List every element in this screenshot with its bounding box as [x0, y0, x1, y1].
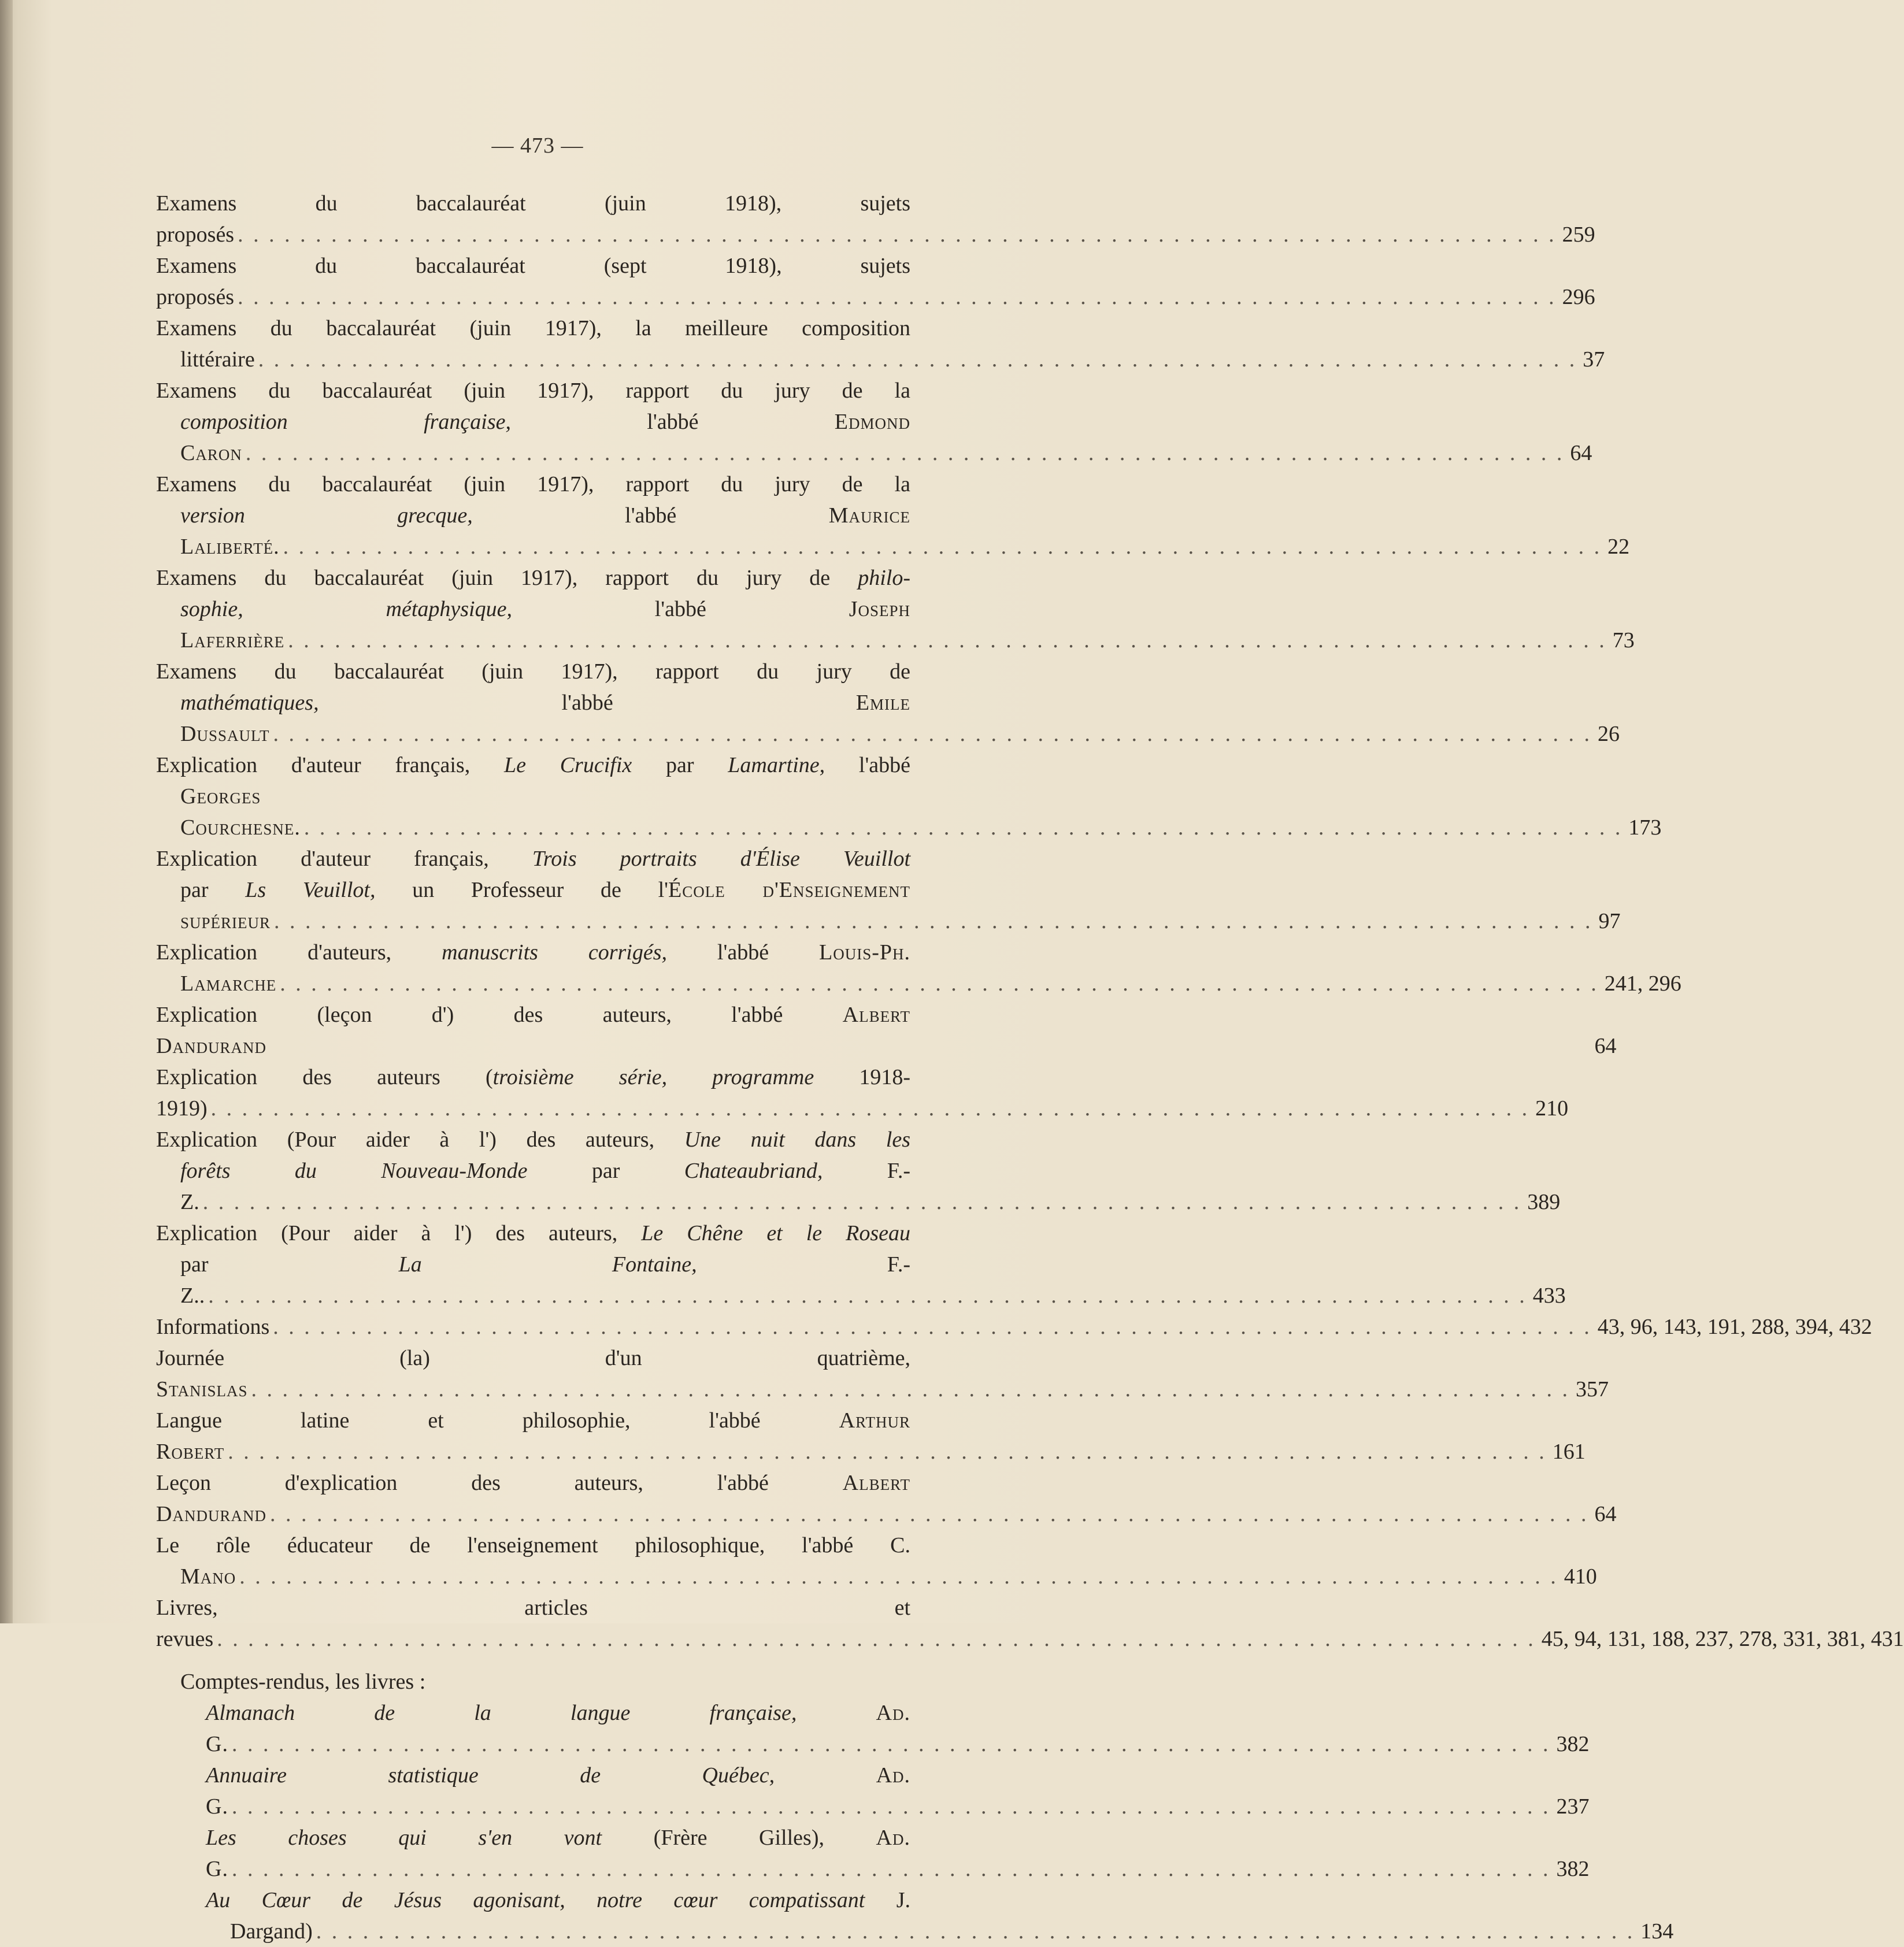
- dot-leader: [238, 285, 1557, 309]
- entry-text: (Frère Gilles),: [602, 1826, 876, 1850]
- review-entry: [156, 1822, 1590, 1885]
- entry-text: Informations: [156, 1315, 270, 1339]
- index-entry: [156, 188, 1595, 250]
- index-entry: [156, 1311, 1872, 1342]
- section-heading: Comptes-rendus, les livres :: [180, 1670, 426, 1694]
- entry-text: Explication des auteurs (: [156, 1065, 493, 1089]
- author-name: Emile Dussault: [180, 691, 910, 746]
- page-ref: 161: [1552, 1440, 1586, 1464]
- dot-leader: [228, 1440, 1547, 1464]
- book-title: Les choses qui s'en vont: [206, 1826, 602, 1850]
- dot-leader: [283, 535, 1602, 559]
- dot-leader: [274, 909, 1593, 933]
- entry-text: Explication (Pour aider à l') des auteurs,: [156, 1128, 655, 1152]
- entry-text: Examens du baccalauréat (juin 1917), rapport du jury de: [156, 566, 831, 590]
- author-name-cont: supérieur: [180, 909, 271, 933]
- page-ref: 97: [1598, 909, 1621, 933]
- dot-leader: [273, 722, 1592, 746]
- dot-leader: [304, 815, 1623, 840]
- entry-text-mid: par: [180, 878, 246, 902]
- entry-text: [775, 1763, 876, 1787]
- page-ref: 134: [1640, 1919, 1674, 1944]
- index-entry: [156, 1467, 1617, 1530]
- page-ref: 237: [1556, 1794, 1590, 1819]
- author-name-cont: Lamarche: [180, 971, 277, 996]
- review-entry: [156, 1760, 1590, 1822]
- entry-text: J.: [865, 1888, 910, 1912]
- entry-text-mid2: un Professeur de l': [375, 878, 669, 902]
- author-name: Edmond Caron: [180, 410, 910, 465]
- entry-text: Examens du baccalauréat (juin 1917), la meilleure composition: [156, 316, 910, 340]
- entry-text-end: 1918-1919): [156, 1065, 911, 1121]
- entry-author: Chateaubriand,: [684, 1159, 823, 1183]
- book-title: Annuaire statistique de Québec,: [206, 1763, 775, 1787]
- page-ref: 210: [1535, 1096, 1569, 1121]
- entry-text-mid: par: [632, 753, 728, 777]
- index-entry: [156, 562, 1635, 656]
- entry-text-cont: Dargand): [230, 1919, 313, 1944]
- dot-leader: [273, 1315, 1592, 1339]
- entry-title: mathématiques,: [180, 691, 319, 715]
- index-entry: [156, 313, 1605, 375]
- dot-leader: [232, 1794, 1551, 1819]
- dot-leader: [251, 1377, 1570, 1401]
- entry-text-end: l'abbé: [825, 753, 911, 777]
- entry-text: Le rôle éducateur de l'enseignement philosophique, l'abbé C.: [156, 1533, 910, 1557]
- entry-text: Explication d'auteur français,: [156, 753, 471, 777]
- reviewer-name: Ad. G.: [206, 1826, 910, 1881]
- entry-text: Langue latine et philosophie, l'abbé: [156, 1408, 839, 1433]
- page-ref: 64: [1594, 1034, 1617, 1058]
- entry-text: Examens du baccalauréat (sept 1918), sujets proposés: [156, 254, 910, 309]
- entry-author: Lamartine,: [728, 753, 825, 777]
- entry-title: philo-: [858, 566, 911, 590]
- entry-title: version grecque,: [180, 503, 473, 528]
- index-entry: [156, 1124, 1561, 1218]
- entry-text: Examens du baccalauréat (juin 1917), rapport du jury de la: [156, 472, 910, 496]
- dot-leader: [232, 1732, 1551, 1756]
- index-entry: [156, 1592, 1904, 1655]
- entry-title: Le Crucifix: [503, 753, 632, 777]
- entry-text: [797, 1701, 876, 1725]
- entry-text: Journée (la) d'un quatrième,: [156, 1346, 910, 1370]
- dot-leader: [232, 1857, 1551, 1881]
- review-entry: [156, 1885, 1674, 1947]
- page-ref: 64: [1570, 441, 1592, 465]
- index-entry: [156, 1218, 1566, 1311]
- dot-leader: [288, 628, 1607, 652]
- author-name: Georges Courchesne.: [180, 784, 301, 840]
- page-ref: 433: [1532, 1284, 1566, 1308]
- reviewer-name: Ad. G.: [206, 1763, 911, 1819]
- author-name: École d'Enseignement: [668, 878, 910, 902]
- dot-leader: [238, 222, 1557, 247]
- index-entry: [156, 750, 1662, 843]
- index-entry: [156, 469, 1630, 562]
- entry-title: sophie, métaphysique,: [180, 597, 512, 621]
- page-ref: 37: [1583, 347, 1605, 372]
- book-title: Au Cœur de Jésus agonisant, notre cœur compatissant: [206, 1888, 865, 1912]
- index-entry: [156, 1062, 1569, 1124]
- page-ref: 43, 96, 143, 191, 288, 394, 432: [1597, 1315, 1872, 1339]
- entry-title: troisième série, programme: [492, 1065, 814, 1089]
- entry-text: Leçon d'explication des auteurs, l'abbé: [156, 1471, 843, 1495]
- page-ref: 410: [1564, 1564, 1597, 1589]
- entry-text-cont: l'abbé: [512, 597, 849, 621]
- index-entry: [156, 999, 1617, 1062]
- author-name: Arthur Robert: [156, 1408, 910, 1464]
- index-entry: [156, 656, 1620, 750]
- entry-title: Une nuit dans les: [684, 1128, 910, 1152]
- page-ref: 26: [1597, 722, 1620, 746]
- entry-text: Explication (Pour aider à l') des auteurs,: [156, 1221, 618, 1245]
- entry-text-cont: par: [527, 1159, 684, 1183]
- entry-text: Examens du baccalauréat (juin 1917), rapport du jury de la: [156, 379, 910, 403]
- page-ref: 382: [1556, 1732, 1590, 1756]
- dot-leader: [239, 1564, 1558, 1589]
- entry-title: manuscrits corrigés,: [442, 940, 667, 965]
- entry-title: Le Chêne et le Roseau: [641, 1221, 910, 1245]
- page-ref: 22: [1607, 535, 1630, 559]
- entry-text-cont: par: [180, 1252, 399, 1277]
- page-ref: 173: [1628, 815, 1662, 840]
- index-entry: [156, 843, 1621, 937]
- entry-text-end: l'abbé: [667, 940, 819, 965]
- page-ref: 64: [1594, 1502, 1617, 1526]
- index-entry: [156, 937, 1681, 999]
- dot-leader: [246, 441, 1565, 465]
- author-name: Albert Dandurand: [156, 1471, 910, 1526]
- author-name: Mano: [180, 1564, 236, 1589]
- dot-leader: [217, 1627, 1536, 1651]
- author-name: Albert Dandurand: [156, 1003, 910, 1058]
- entry-title-cont: forêts du Nouveau-Monde: [180, 1159, 528, 1183]
- dot-leader: [280, 971, 1599, 996]
- entry-title: composition française,: [180, 410, 512, 434]
- entry-text: Explication (leçon d') des auteurs, l'abbé: [156, 1003, 843, 1027]
- dot-leader: [208, 1284, 1527, 1308]
- index-entry: [156, 1342, 1609, 1405]
- page-ref: 382: [1556, 1857, 1590, 1881]
- author-name: Stanislas: [156, 1377, 248, 1401]
- page-ref: 357: [1575, 1377, 1609, 1401]
- reviewer-name: Ad. G.: [206, 1701, 910, 1756]
- dot-leader: [316, 1919, 1635, 1944]
- entry-author: Ls Veuillot,: [245, 878, 376, 902]
- dot-leader: [211, 1096, 1530, 1121]
- author-name: Maurice Laliberté.: [180, 503, 910, 559]
- entry-author: La Fontaine,: [398, 1252, 697, 1277]
- author-name: Joseph Laferrière: [180, 597, 910, 652]
- entry-text-cont: littéraire: [180, 347, 255, 372]
- page-ref: 296: [1562, 285, 1595, 309]
- page-ref: 259: [1562, 222, 1595, 247]
- entry-text: Livres, articles et revues: [156, 1596, 910, 1651]
- entry-text-end: F.-Z..: [180, 1252, 911, 1308]
- entry-text-cont: l'abbé: [472, 503, 829, 528]
- entry-text-end: F.-Z.: [180, 1159, 910, 1214]
- entry-title: Trois portraits d'Élise Veuillot: [532, 847, 910, 871]
- page-ref: 45, 94, 131, 188, 237, 278, 331, 381, 431: [1541, 1627, 1904, 1651]
- entry-text: Examens du baccalauréat (juin 1918), sujets proposés: [156, 191, 910, 247]
- index-list: [156, 188, 1904, 1947]
- entry-text: Explication d'auteur français,: [156, 847, 489, 871]
- index-entry: [156, 250, 1595, 313]
- index-entry: [156, 1405, 1586, 1467]
- entry-text-cont: l'abbé: [318, 691, 856, 715]
- dot-leader: [270, 1502, 1589, 1526]
- dot-leader: [258, 347, 1577, 372]
- book-spine-edge: [0, 0, 13, 1623]
- index-entry: [156, 1530, 1597, 1592]
- page-ref: 241, 296: [1604, 971, 1681, 996]
- page-ref: 389: [1527, 1190, 1561, 1214]
- page-ref: 73: [1612, 628, 1635, 652]
- index-entry: [156, 375, 1592, 469]
- author-name: Louis-Ph.: [819, 940, 911, 965]
- review-entry: [156, 1697, 1590, 1760]
- book-title: Almanach de la langue française,: [206, 1701, 797, 1725]
- page-number: — 473 —: [491, 133, 584, 158]
- entry-text: Explication d'auteurs,: [156, 940, 392, 965]
- dot-leader: [203, 1190, 1522, 1214]
- entry-text: Examens du baccalauréat (juin 1917), rapport du jury de: [156, 659, 910, 684]
- entry-text-cont: l'abbé: [511, 410, 835, 434]
